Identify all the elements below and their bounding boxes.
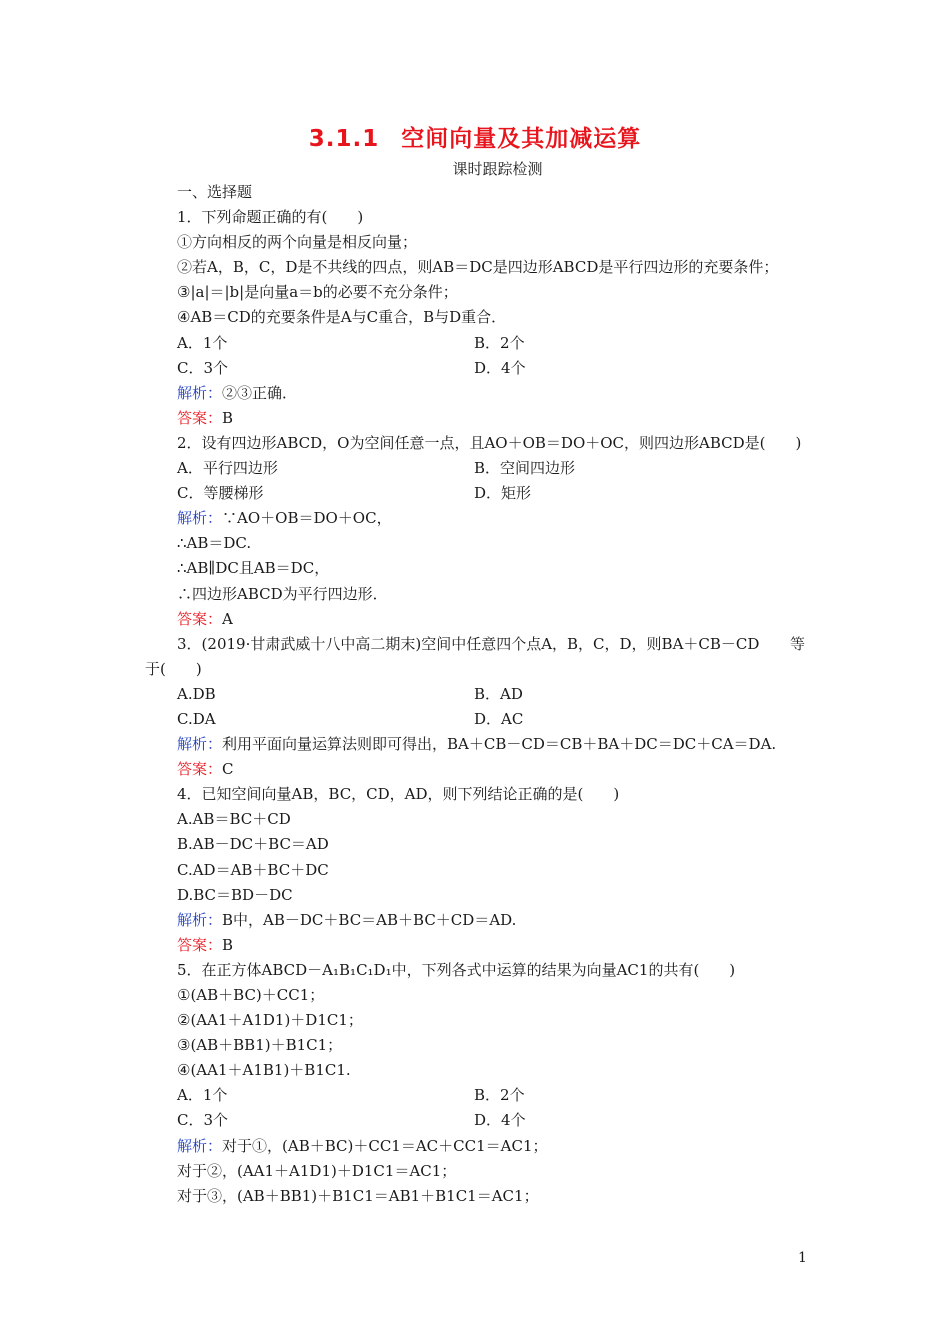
- title-text: 空间向量及其加减运算: [401, 126, 642, 152]
- answer-value: A: [222, 609, 233, 628]
- q5-step: 对于②，(AA1＋A1D1)＋D1C1＝AC1；: [177, 1161, 457, 1180]
- q3-stem: [145, 632, 815, 657]
- q5-options-row: [145, 1108, 815, 1133]
- analysis-text: B中，AB－DC＋BC＝AB＋BC＋CD＝AD.: [222, 910, 517, 929]
- q4-option-b: B.AB－DC＋BC＝AD: [177, 835, 329, 854]
- q1-option-d: D．4个: [474, 358, 526, 377]
- q2-step: ∴四边形ABCD为平行四边形．: [177, 584, 388, 603]
- title-number: 3.1.1: [308, 126, 380, 152]
- q3-option-b: B．AD: [474, 684, 523, 703]
- analysis-label: 解析：: [177, 509, 223, 528]
- q5-analysis: [145, 1134, 815, 1159]
- q2-answer: [145, 607, 815, 632]
- q1-option-b: B．2个: [474, 333, 525, 352]
- q2-options-row: [145, 481, 815, 506]
- analysis-label: 解析：: [177, 383, 223, 402]
- q5-item: ②(AA1＋A1D1)＋D1C1；: [177, 1011, 363, 1030]
- analysis-label: 解析：: [177, 1136, 223, 1155]
- q2-analysis: [145, 506, 815, 531]
- q2-stem: 2．设有四边形ABCD，O为空间任意一点，且AO＋OB＝DO＋OC，则四边形ABCD是( ): [177, 433, 802, 452]
- q3-stem-tail: 等: [789, 634, 805, 653]
- q5-item: ③(AB＋BB1)＋B1C1；: [177, 1036, 343, 1055]
- q4-option-c: C.AD＝AB＋BC＋DC: [177, 860, 329, 879]
- page-title: [0, 120, 950, 153]
- q3-options-row: [145, 707, 815, 732]
- q3-option-c: C.DA: [177, 709, 216, 728]
- analysis-label: 解析：: [177, 910, 223, 929]
- q5-stem: 5．在正方体ABCD－A₁B₁C₁D₁中，下列各式中运算的结果为向量AC1的共有( ): [177, 960, 736, 979]
- q2-options-row: [145, 456, 815, 481]
- analysis-text: ②③正确．: [222, 383, 298, 402]
- q5-item: ④(AA1＋A1B1)＋B1C1.: [177, 1061, 351, 1080]
- analysis-text: 利用平面向量运算法则即可得出，BA＋CB－CD＝CB＋BA＋DC＝DC＋CA＝DA.: [222, 735, 777, 754]
- q5-option-a: A．1个: [177, 1086, 228, 1105]
- q1-item: ①方向相反的两个向量是相反向量；: [177, 233, 418, 252]
- q4-stem: 4．已知空间向量AB，BC，CD，AD，则下列结论正确的是( ): [177, 785, 620, 804]
- q5-option-c: C．3个: [177, 1111, 229, 1130]
- q2-step: ∴AB∥DC且AB＝DC，: [177, 559, 330, 578]
- answer-label: 答案：: [177, 935, 223, 954]
- q3-option-d: D．AC: [474, 709, 524, 728]
- answer-value: B: [222, 935, 234, 954]
- q4-analysis: [145, 908, 815, 933]
- q4-option-d: D.BC＝BD－DC: [177, 885, 293, 904]
- answer-label: 答案：: [177, 408, 223, 427]
- q1-item: ③|a|＝|b|是向量a＝b的必要不充分条件；: [177, 283, 458, 302]
- q4-option-a: A.AB＝BC＋CD: [177, 810, 291, 829]
- q1-answer: [145, 406, 815, 431]
- q3-option-a: A.DB: [177, 684, 216, 703]
- q5-options-row: [145, 1083, 815, 1108]
- q2-step: ∴AB＝DC.: [177, 534, 252, 553]
- q1-item: ②若A，B，C，D是不共线的四点，则AB＝DC是四边形ABCD是平行四边形的充要条件；: [177, 258, 779, 277]
- q1-options-row: [145, 331, 815, 356]
- q1-analysis: [145, 381, 815, 406]
- q1-option-a: A．1个: [177, 333, 228, 352]
- q1-stem: 1．下列命题正确的有( ): [177, 208, 364, 227]
- answer-label: 答案：: [177, 609, 223, 628]
- answer-value: B: [222, 408, 234, 427]
- section-heading: 一、选择题: [177, 183, 253, 201]
- answer-label: 答案：: [177, 760, 223, 779]
- q2-option-b: B．空间四边形: [474, 459, 576, 478]
- page-subtitle: 课时跟踪检测: [452, 160, 543, 178]
- q3-stem-text: 3．(2019·甘肃武威十八中高二期末)空间中任意四个点A，B，C，D，则BA＋CB－CD: [177, 634, 760, 653]
- q3-analysis: [145, 732, 815, 757]
- q3-answer: [145, 757, 815, 782]
- q3-options-row: [145, 682, 815, 707]
- q1-options-row: [145, 356, 815, 381]
- q4-answer: [145, 933, 815, 958]
- analysis-text: ∵AO＋OB＝DO＋OC，: [222, 509, 392, 528]
- q5-step: 对于③，(AB＋BB1)＋B1C1＝AB1＋B1C1＝AC1；: [177, 1186, 539, 1205]
- q3-stem-continued: 于( ): [145, 659, 202, 678]
- q2-option-a: A．平行四边形: [177, 459, 278, 478]
- q5-item: ①(AB＋BC)＋CC1；: [177, 986, 325, 1004]
- q2-option-d: D．矩形: [474, 484, 532, 503]
- exercise-body: [145, 180, 815, 1209]
- q1-option-c: C．3个: [177, 358, 229, 377]
- page-number: 1: [798, 1250, 807, 1266]
- analysis-label: 解析：: [177, 735, 223, 754]
- analysis-text: 对于①，(AB＋BC)＋CC1＝AC＋CC1＝AC1；: [222, 1136, 548, 1155]
- q1-item: ④AB＝CD的充要条件是A与C重合，B与D重合．: [177, 308, 507, 327]
- q2-option-c: C．等腰梯形: [177, 484, 264, 503]
- q5-option-b: B．2个: [474, 1086, 525, 1105]
- answer-value: C: [222, 760, 234, 779]
- q5-option-d: D．4个: [474, 1111, 526, 1130]
